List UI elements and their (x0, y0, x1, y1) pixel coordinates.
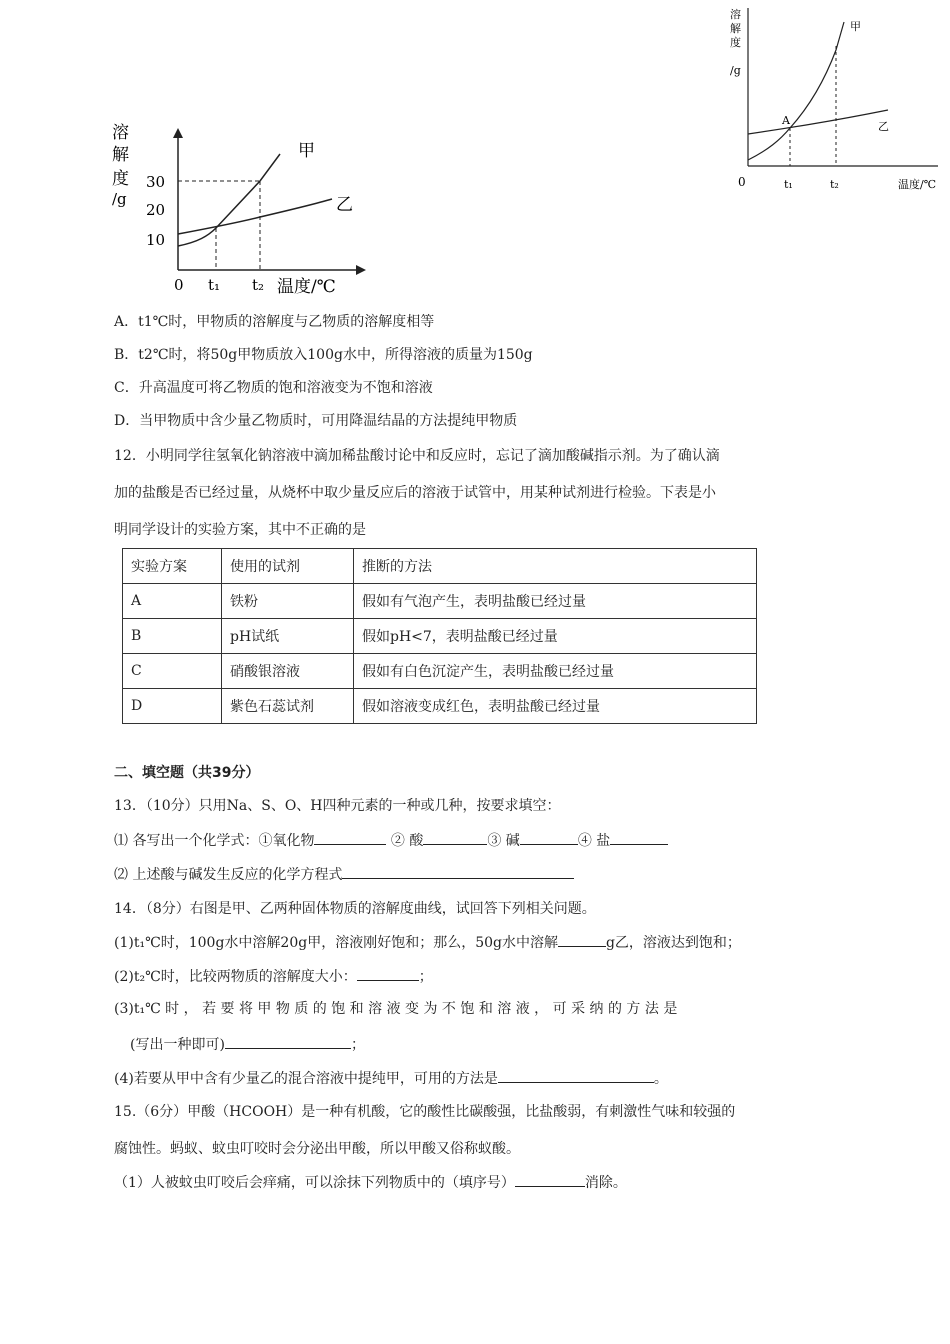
q13-base-blank[interactable] (520, 830, 578, 845)
q15-line-2: 腐蚀性。蚂蚁、蚊虫叮咬时会分泌出甲酸，所以甲酸又俗称蚁酸。 (114, 1141, 520, 1157)
q13-stem: 13．（10分）只用Na、S、O、H四种元素的一种或几种，按要求填空： (114, 798, 561, 814)
table-header-cell: 实验方案 (123, 549, 222, 584)
q11-option-c: C．升高温度可将乙物质的饱和溶液变为不饱和溶液 (114, 380, 433, 396)
table-cell: C (123, 654, 222, 689)
q15-p1-blank[interactable] (515, 1172, 585, 1187)
y-label-r3: 度 (730, 36, 741, 49)
point-a-label: A (782, 114, 790, 127)
experiment-table (122, 548, 757, 724)
origin-label: 0 (174, 276, 184, 294)
q13-salt-blank[interactable] (610, 830, 668, 845)
table-header-row (123, 549, 757, 584)
q11-option-a: A．t1℃时，甲物质的溶解度与乙物质的溶解度相等 (114, 314, 435, 330)
y-axis-label-1: 溶 (112, 123, 129, 143)
q14-p4-text: (4)若要从甲中含有少量乙的混合溶液中提纯甲，可用的方法是 (114, 1071, 498, 1087)
q13-equation-label: ⑵ 上述酸与碱发生反应的化学方程式 (114, 867, 343, 883)
q14-p4-blank[interactable] (498, 1068, 654, 1083)
q14-part-2 (114, 966, 433, 986)
q15-p1-text: （1）人被蚊虫叮咬后会痒痛，可以涂抹下列物质中的（填序号） (114, 1175, 515, 1191)
q13-acid-label: ② 酸 (390, 833, 424, 849)
q11-option-d: D．当甲物质中含少量乙物质时，可用降温结晶的方法提纯甲物质 (114, 413, 518, 429)
table-row (123, 584, 757, 619)
q13-part-2 (114, 864, 574, 884)
q12-line-2: 加的盐酸是否已经过量，从烧杯中取少量反应后的溶液于试管中，用某种试剂进行检验。下表是小 (114, 485, 716, 501)
table-row (123, 654, 757, 689)
table-header-cell: 使用的试剂 (222, 549, 354, 584)
table-cell: 假如pH<7，表明盐酸已经过量 (354, 619, 757, 654)
q13-acid-blank[interactable] (423, 830, 487, 845)
q14-part-3-cont (130, 1034, 365, 1054)
q12-line-3: 明同学设计的实验方案，其中不正确的是 (114, 522, 366, 538)
q15-line-1: 15.（6分）甲酸（HCOOH）是一种有机酸，它的酸性比碳酸强，比盐酸弱，有刺激性气味和较强的 (114, 1104, 736, 1120)
table-cell: A (123, 584, 222, 619)
x-tick-t1: t₁ (208, 276, 221, 294)
curve-jia (178, 154, 280, 246)
q14-p3-blank[interactable] (225, 1034, 351, 1049)
table-cell: pH试纸 (222, 619, 354, 654)
q14-p1-text: (1)t₁℃时，100g水中溶解20g甲，溶液刚好饱和；那么，50g水中溶解 (114, 935, 558, 951)
x-axis-label-right: 温度/℃ (898, 178, 937, 191)
table-header-cell: 推断的方法 (354, 549, 757, 584)
x-tick-t2-right: t₂ (830, 178, 839, 191)
table-cell: 假如溶液变成红色，表明盐酸已经过量 (354, 689, 757, 724)
q14-stem: 14．（8分）右图是甲、乙两种固体物质的溶解度曲线，试回答下列相关问题。 (114, 901, 596, 917)
solubility-chart-right (728, 4, 944, 200)
y-tick-10: 10 (146, 231, 166, 249)
y-tick-20: 20 (146, 201, 166, 219)
table-cell: D (123, 689, 222, 724)
curve-label-jia: 甲 (298, 141, 315, 161)
q14-part-3: (3)t₁℃ 时 ， 若 要 将 甲 物 质 的 饱 和 溶 液 变 为 不 饱 和 溶 液 ， 可 采 纳 的 方 法 是 (114, 1001, 678, 1017)
q14-p1-end: g乙，溶液达到饱和； (605, 935, 741, 951)
curve-yi-right (748, 110, 888, 134)
y-axis-label-2: 解 (112, 145, 129, 165)
y-axis-label-3: 度 (112, 169, 129, 189)
q13-oxide-label: ⑴ 各写出一个化学式：①氧化物 (114, 833, 315, 849)
table-row (123, 689, 757, 724)
q14-part-1 (114, 932, 741, 952)
q13-base-label: ③ 碱 (487, 833, 520, 849)
q14-p2-end: ； (418, 969, 433, 985)
table-cell: 紫色石蕊试剂 (222, 689, 354, 724)
curve-label-yi: 乙 (336, 195, 353, 215)
q14-p3-end: ； (350, 1037, 365, 1053)
table-cell: 假如有白色沉淀产生，表明盐酸已经过量 (354, 654, 757, 689)
q13-equation-blank[interactable] (342, 864, 574, 879)
y-label-r1: 溶 (730, 8, 741, 21)
curve-label-jia-right: 甲 (850, 20, 861, 33)
table-cell: 硝酸银溶液 (222, 654, 354, 689)
q14-part-4 (114, 1068, 668, 1088)
y-label-r4: /g (730, 64, 741, 77)
x-tick-t2: t₂ (252, 276, 265, 294)
solubility-chart-left (110, 118, 370, 298)
curve-label-yi-right: 乙 (878, 120, 889, 133)
origin-label-right: 0 (738, 175, 746, 189)
q13-salt-label: ④ 盐 (577, 833, 611, 849)
y-tick-30: 30 (146, 173, 166, 191)
table-cell: B (123, 619, 222, 654)
q14-p2-text: (2)t₂℃时，比较两物质的溶解度大小： (114, 969, 357, 985)
q15-p1-end: 消除。 (584, 1175, 627, 1191)
table-row (123, 619, 757, 654)
section-heading: 二、填空题（共39分） (114, 765, 260, 781)
x-axis-label: 温度/℃ (277, 277, 336, 297)
table-cell: 假如有气泡产生，表明盐酸已经过量 (354, 584, 757, 619)
q13-oxide-blank[interactable] (314, 830, 386, 845)
q14-p4-end: 。 (653, 1071, 668, 1087)
y-label-r2: 解 (730, 22, 741, 35)
x-tick-t1-right: t₁ (784, 178, 793, 191)
curve-jia-right (748, 22, 844, 160)
q14-p1-blank[interactable] (558, 932, 606, 947)
q14-p3-text: (写出一种即可) (130, 1037, 225, 1053)
q14-p2-blank[interactable] (357, 966, 419, 981)
y-axis-label-4: /g (112, 190, 127, 208)
q12-line-1: 12．小明同学往氢氧化钠溶液中滴加稀盐酸讨论中和反应时，忘记了滴加酸碱指示剂。为了确认滴 (114, 448, 720, 464)
curve-yi (178, 199, 332, 234)
q11-option-b: B．t2℃时，将50g甲物质放入100g水中，所得溶液的质量为150g (114, 347, 533, 363)
q15-part-1 (114, 1172, 627, 1192)
table-cell: 铁粉 (222, 584, 354, 619)
q13-part-1 (114, 830, 668, 850)
